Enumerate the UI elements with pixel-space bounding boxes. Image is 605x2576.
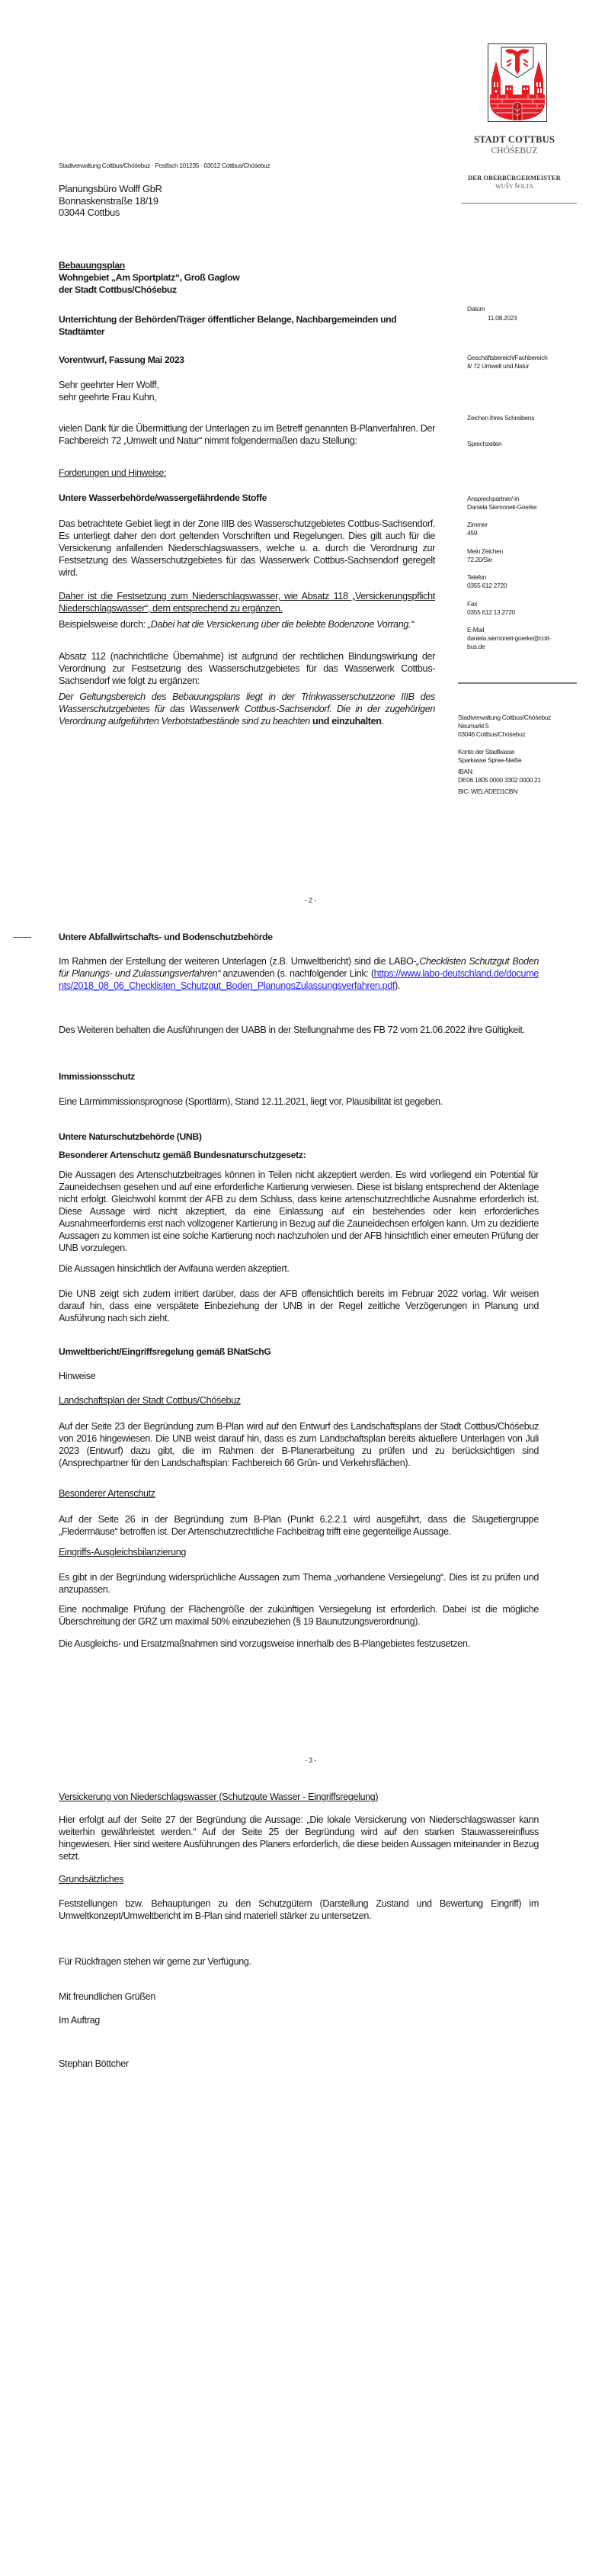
species-protection-paragraph: Auf der Seite 26 in der Begründung zum B-Plan (Punkt 6.2.2.1 wird ausgeführt, dass die Säugetiergruppe „Fledermäuse“ betroffen ist. Der Artenschutzrechtliche Fachbeitrag trifft eine gegenteilige Aussage. [59, 1514, 539, 1537]
seepage-heading: Versickerung von Niederschlagswasser (Schutzgute Wasser - Eingriffsregelung) [59, 1792, 379, 1802]
fax-label: Fax [467, 600, 478, 608]
coat-of-arms-icon [488, 44, 546, 121]
waste-authority-heading: Untere Abfallwirtschafts- und Bodenschutzbehörde [59, 932, 273, 942]
seepage-paragraph: Hier erfolgt auf der Seite 27 der Begründung die Aussage: „Die lokale Versickerung von Niederschlagswasser kann weiterhin gewährleistet werden.“ Auf der Seite 25 der Begründung wird auf den starken Stauwassereinfluss hingewiesen. Hier sind weitere Ausführungen des Planers erforderlich, die diese beiden Aussagen miteinander in Bezug setzt. [59, 1814, 539, 1862]
department-value: II/ 72 Umwelt und Natur [467, 362, 530, 370]
waste-paragraph-2: Des Weiteren behalten die Ausführungen der UABB in der Stellungnahme des FB 72 vom 21.06.2022 ihre Gültigkeit. [59, 1025, 525, 1035]
email-label: E-Mail [467, 626, 484, 634]
env-hints-label: Hinweise [59, 1371, 96, 1381]
recipient-name: Planungsbüro Wolff GbR [59, 183, 162, 194]
my-reference-label: Mein Zeichen [467, 547, 503, 555]
example-quote: „Dabei hat die Versickerung über die belebte Bodenzone Vorrang.“ [147, 619, 415, 630]
waste-paragraph-1 [59, 955, 539, 992]
phone-label: Telefon [467, 573, 486, 581]
address-line-2: Neumarkt 5 [458, 722, 489, 730]
email-value[interactable] [467, 634, 551, 651]
immission-heading: Immissionsschutz [59, 1071, 136, 1082]
letterhead-divider [461, 203, 577, 204]
signature-name: Stephan Böttcher [59, 2058, 129, 2069]
subject-heading: Unterrichtung der Behörden/Träger öffentlicher Belange, Nachbargemeinden und Stadtämter [59, 314, 397, 337]
subject-block [59, 259, 440, 296]
zone-text: Der Geltungsbereich des Bebauungsplans liegt in der Trinkwasserschutzzone IIIB des Wasserschutzgebietes für das Wasserwerk Cottbus-Sachsendorf. Die in der zugehörigen Verordnung aufgeführten Verbotstatbestände sind zu beachten [59, 691, 435, 727]
recipient-street: Bonnaskenstraße 18/19 [59, 194, 158, 207]
water-paragraph-2: Daher ist die Festsetzung zum Niederschlagswasser, wie Absatz 118 „Versickerungspflicht Niederschlagswasser“, dem entsprechend zu ergänzen. [59, 591, 435, 614]
water-authority-heading: Untere Wasserbehörde/wassergefährdende Stoffe [59, 492, 267, 503]
address-line-1: Stadtverwaltung Cottbus/Chóśebuz [458, 714, 552, 721]
email-value-line-1[interactable]: daniela.siemoneit-goerke@cott- [467, 634, 551, 642]
recipient-address [59, 183, 162, 219]
zone-text-end: . [381, 716, 384, 727]
water-paragraph-1: Das betrachtete Gebiet liegt in der Zone IIIB des Wasserschutzgebietes Cottbus-Sachsendorf. Es unterliegt daher den dort geltenden Vorschriften und Regelungen. Dies gilt auch für die Versickerung anfallenden Niederschlagswassers, welche u. a. durch die Verordnung zur Festsetzung des Wasserschutzgebietes für das Wasserwerk Cottbus-Sachsendorf geregelt wird. [59, 518, 435, 578]
waste-text-b: anzuwenden (s. nachfolgender Link: ( [220, 968, 374, 979]
page-number-3: - 3 - [305, 1756, 317, 1764]
subject-label: Bebauungsplan [59, 260, 125, 271]
basics-paragraph: Feststellungen bzw. Behauptungen zu den Schutzgütern (Darstellung Zustand und Bewertung Eingriff) im Umweltkonzept/Umweltbericht im B-Plan sind materiell stärker zu untersetzen. [59, 1898, 539, 1921]
unb-heading: Untere Naturschutzbehörde (UNB) [59, 1131, 202, 1142]
bank-line-2: Sparkasse Spree-Neiße [458, 756, 522, 764]
coat-of-arms-logo [488, 43, 547, 122]
checklist-title: „Checklisten Schutzgut Boden für Planungs- und Zulassungsverfahren“ [59, 956, 539, 979]
iban-value: DE06 1805 0000 3302 0000 21 [458, 776, 541, 784]
address-line-3: 03046 Cottbus/Chóśebuz [458, 730, 526, 738]
waste-text-c: ). [395, 980, 401, 991]
unb-paragraph-2: Die Aussagen hinsichtlich der Avifauna werden akzeptiert. [59, 1263, 290, 1274]
room-value: 459 [467, 529, 478, 537]
email-value-line-2[interactable]: bus.de [467, 643, 485, 650]
office-title-sorbian: WUŠY ŠOLTA [495, 183, 533, 190]
closing-line: Mit freundlichen Grüßen [59, 1991, 156, 2002]
fax-value: 0355 612 13 2720 [467, 608, 515, 616]
my-reference-value: 72.20/Sie [467, 556, 492, 563]
contact-value: Daniela Siemoneit-Goerke [467, 503, 537, 511]
balance-paragraph-2: Eine nochmalige Prüfung der Flächengröße der zukünftigen Versiegelung ist erforderlich. Dabei ist die mögliche Überschreitung der GRZ um maximal 50% einzubeziehen (§ 19 Baunutzungsverordnung). [59, 1604, 539, 1627]
species-protection-heading: Besonderer Artenschutz [59, 1488, 155, 1499]
intro-paragraph: vielen Dank für die Übermittlung der Unterlagen zu im Betreff genannten B-Planverfahren. Der Fachbereich 72 „Umwelt und Natur“ nimmt folgendermaßen dazu Stellung: [59, 423, 435, 446]
questions-line: Für Rückfragen stehen wir gerne zur Verfügung. [59, 1956, 251, 1967]
city-name-sorbian: CHÓŚEBUZ [491, 146, 538, 156]
subject-line-3: der Stadt Cottbus/Chóśebuz [59, 284, 177, 295]
env-report-heading: Umweltbericht/Eingriffsregelung gemäß BNatSchG [59, 1346, 271, 1357]
salutation-line-2: sehr geehrte Frau Kuhn, [59, 392, 157, 403]
water-paragraph-4: Absatz 112 (nachrichtliche Übernahme) ist aufgrund der rechtlichen Bindungswirkung der Verordnung zur Festsetzung des Wasserschutzgebietes für das Wasserwerk Cottbus-Sachsendorf wie folgt zu ergänzen: [59, 651, 435, 686]
waste-text-a: Im Rahmen der Erstellung der weiteren Unterlagen (z.B. Umweltbericht) sind die LABO- [59, 956, 417, 967]
date-value: 11.08.2023 [488, 314, 517, 322]
balance-paragraph-1: Es gibt in der Begründung widersprüchliche Aussagen zum Thema „vorhandene Versiegelung“. Dies ist zu prüfen und anzupassen. [59, 1572, 539, 1595]
basics-heading: Grundsätzliches [59, 1874, 124, 1885]
office-title: DER OBERBÜRGERMEISTER [468, 174, 561, 181]
zone-text-bold: und einzuhalten [312, 716, 382, 727]
balance-paragraph-3: Die Ausgleichs- und Ersatzmaßnahmen sind vorzugsweise innerhalb des B-Plangebietes festzusetzen. [59, 1638, 470, 1649]
water-paragraph-5 [59, 691, 435, 727]
immission-paragraph: Eine Lärmimmissionsprognose (Sportlärm), Stand 12.11.2021, liegt vor. Plausibilität ist gegeben. [59, 1096, 443, 1107]
office-hours-label: Sprechzeiten [467, 440, 502, 448]
landscape-plan-paragraph: Auf der Seite 23 der Begründung zum B-Plan wird auf den Entwurf des Landschaftsplans der Stadt Cottbus/Chóśebuz von 2016 hingewiesen. Die UNB weist darauf hin, dass es zum Landschaftsplan bereits aktuellere Unterlagen von Juli 2023 (Entwurf) dazu gibt, die im Rahmen der B-Planerarbeitung zu prüfen und zu berücksichtigen sind (Ansprechpartner für den Landschaftsplan: Fachbereich 66 Grün- und Verkehrsflächen). [59, 1421, 539, 1468]
requirements-heading: Forderungen und Hinweise: [59, 467, 166, 478]
on-behalf-line: Im Auftrag [59, 2015, 100, 2026]
room-label: Zimmer [467, 521, 488, 528]
unb-paragraph-3: Die UNB zeigt sich zudem irritiert darüber, dass der AFB offensichtlich bereits im Februar 2022 vorlag. Wir weisen darauf hin, dass eine verspätete Einbeziehung der UNB in der Regel zeitliche Verzögerungen in Planung und Ausführung nach sich zieht. [59, 1288, 539, 1323]
labo-checklist-link[interactable]: https://www.labo-deutschland.de/documents/2018_08_06_Checklisten_Schutzgut_Boden_PlanungsZulassungsverfahren.pdf [59, 968, 539, 991]
iban-label: IBAN: [458, 768, 474, 775]
sidebar-footer [458, 714, 595, 796]
page-number-2: - 2 - [305, 897, 317, 904]
bic-value: BIC: WELADED1CBN [458, 788, 518, 795]
example-prefix: Beispielsweise durch: [59, 619, 148, 630]
subject-version: Vorentwurf, Fassung Mai 2023 [59, 354, 184, 365]
recipient-city: 03044 Cottbus [59, 207, 120, 218]
salutation [59, 379, 158, 403]
your-reference-label: Zeichen Ihres Schreibens [467, 414, 534, 422]
bank-line-1: Konto der Stadtkasse [458, 748, 515, 755]
department-label: Geschäftsbereich/Fachbereich [467, 354, 548, 361]
city-name: STADT COTTBUS [474, 134, 555, 145]
unb-paragraph-1: Die Aussagen des Artenschutzbeitrages können in Teilen nicht akzeptiert werden. Es wird vorliegend ein Potential für Zauneidechsen gesehen und auf eine erforderliche Kartierung verwiesen. Diese ist bislang entsprechend der Aktenlage nicht erfolgt. Gleichwohl kommt der AFB zu dem Schluss, dass keine artenschutzrechtliche Ausnahme erforderlich ist. Diese Aussage wird nicht akzeptiert, da eine Einlassung auf ein bestehendes oder kein erforderliches Ausnahmeerfordernis erst nach vollzogener Kartierung in Bezug auf die Zauneidechsen erfolgen kann. Um zu dezidierte Aussagen zu kommen ist eine solche Kartierung noch nachzuholen und der AFB hinsichtlich einer erneuten Prüfung der UNB vorzulegen. [59, 1169, 539, 1253]
landscape-plan-heading: Landschaftsplan der Stadt Cottbus/Chóśebuz [59, 1395, 241, 1406]
sidebar-divider [458, 682, 577, 684]
water-paragraph-3 [59, 618, 435, 630]
balance-heading: Eingriffs-Ausgleichsbilanzierung [59, 1547, 187, 1557]
subject-line-2: Wohngebiet „Am Sportplatz“, Groß Gaglow [59, 272, 240, 283]
sender-line: Stadtverwaltung Cottbus/Chóśebuz · Postfach 101235 · 03012 Cottbus/Chóśebuz [59, 162, 270, 169]
salutation-line-1: Sehr geehrter Herr Wolff, [59, 380, 159, 390]
contact-label: Ansprechpartner/-in [467, 495, 519, 502]
phone-value: 0355 612 2720 [467, 582, 507, 589]
unb-subheading: Besonderer Artenschutz gemäß Bundesnaturschutzgesetz: [59, 1150, 306, 1160]
date-label: Datum [467, 305, 485, 313]
margin-mark [13, 937, 31, 938]
